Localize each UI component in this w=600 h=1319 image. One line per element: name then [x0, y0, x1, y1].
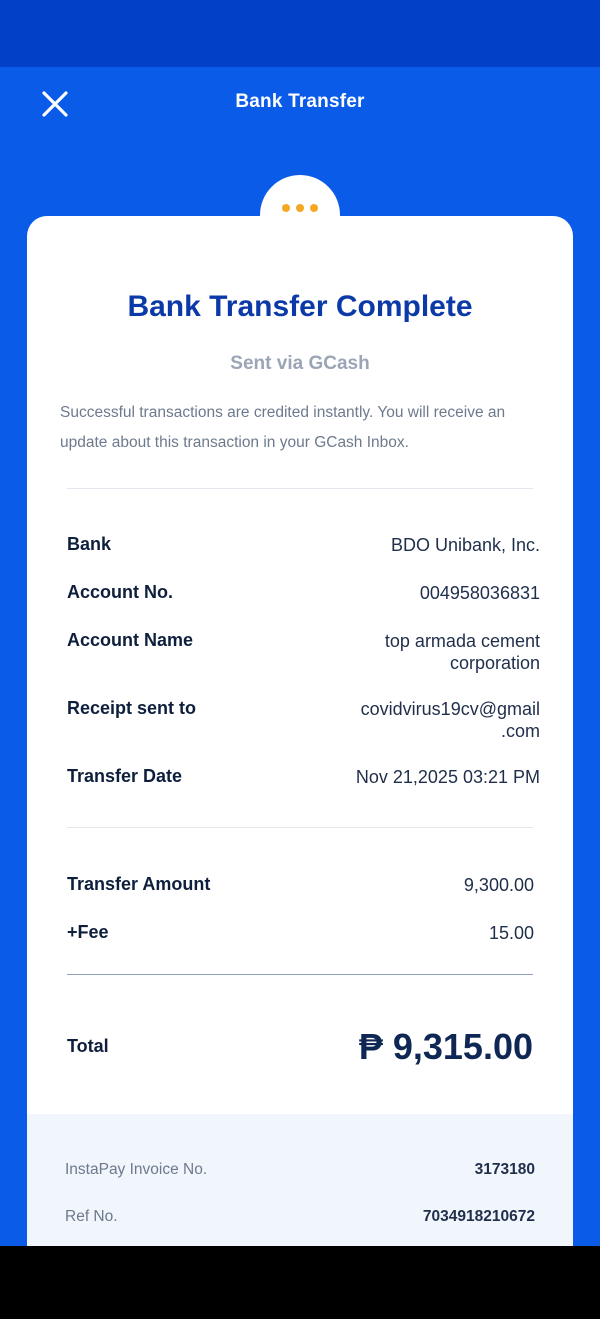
- detail-label-transfer-date: Transfer Date: [67, 766, 183, 786]
- detail-value-account-no: 004958036831: [419, 583, 540, 603]
- divider: [67, 488, 533, 489]
- ref-number: 7034918210672: [422, 1208, 535, 1225]
- invoice-label: InstaPay Invoice No.: [65, 1161, 208, 1178]
- receipt-description: Successful transactions are credited instantly. You will receive an update about this transaction in your GCash Inbox.: [60, 404, 506, 451]
- total-label: Total: [67, 1036, 109, 1056]
- receipt-title: Bank Transfer Complete: [127, 290, 473, 323]
- amount-label-transfer: Transfer Amount: [67, 874, 211, 894]
- status-bar: [0, 0, 600, 67]
- more-horizontal-icon: [260, 204, 340, 212]
- amount-value-transfer: 9,300.00: [463, 875, 534, 895]
- detail-value-bank: BDO Unibank, Inc.: [390, 535, 540, 555]
- total-amount: ₱ 9,315.00: [358, 1026, 533, 1067]
- reference-panel: [27, 1114, 573, 1246]
- amount-label-fee: +Fee: [67, 922, 109, 942]
- detail-label-account-no: Account No.: [67, 582, 173, 602]
- ref-label: Ref No.: [65, 1208, 118, 1225]
- detail-label-account-name: Account Name: [67, 630, 194, 650]
- navigation-bar: [0, 1246, 600, 1319]
- page-title: Bank Transfer: [235, 91, 365, 112]
- detail-value-transfer-date: Nov 21,2025 03:21 PM: [355, 767, 540, 787]
- invoice-number: 3173180: [474, 1161, 535, 1178]
- receipt-subtitle: Sent via GCash: [230, 353, 370, 374]
- receipt-card: [27, 216, 573, 1246]
- divider: [67, 827, 533, 828]
- detail-value-account-name: top armada cement corporation: [384, 631, 540, 673]
- total-divider: [67, 974, 533, 975]
- detail-label-receipt-sent-to: Receipt sent to: [67, 698, 197, 718]
- detail-value-receipt-sent-to: covidvirus19cv@gmail .com: [360, 699, 540, 741]
- detail-label-bank: Bank: [67, 534, 112, 554]
- amount-value-fee: 15.00: [488, 923, 534, 943]
